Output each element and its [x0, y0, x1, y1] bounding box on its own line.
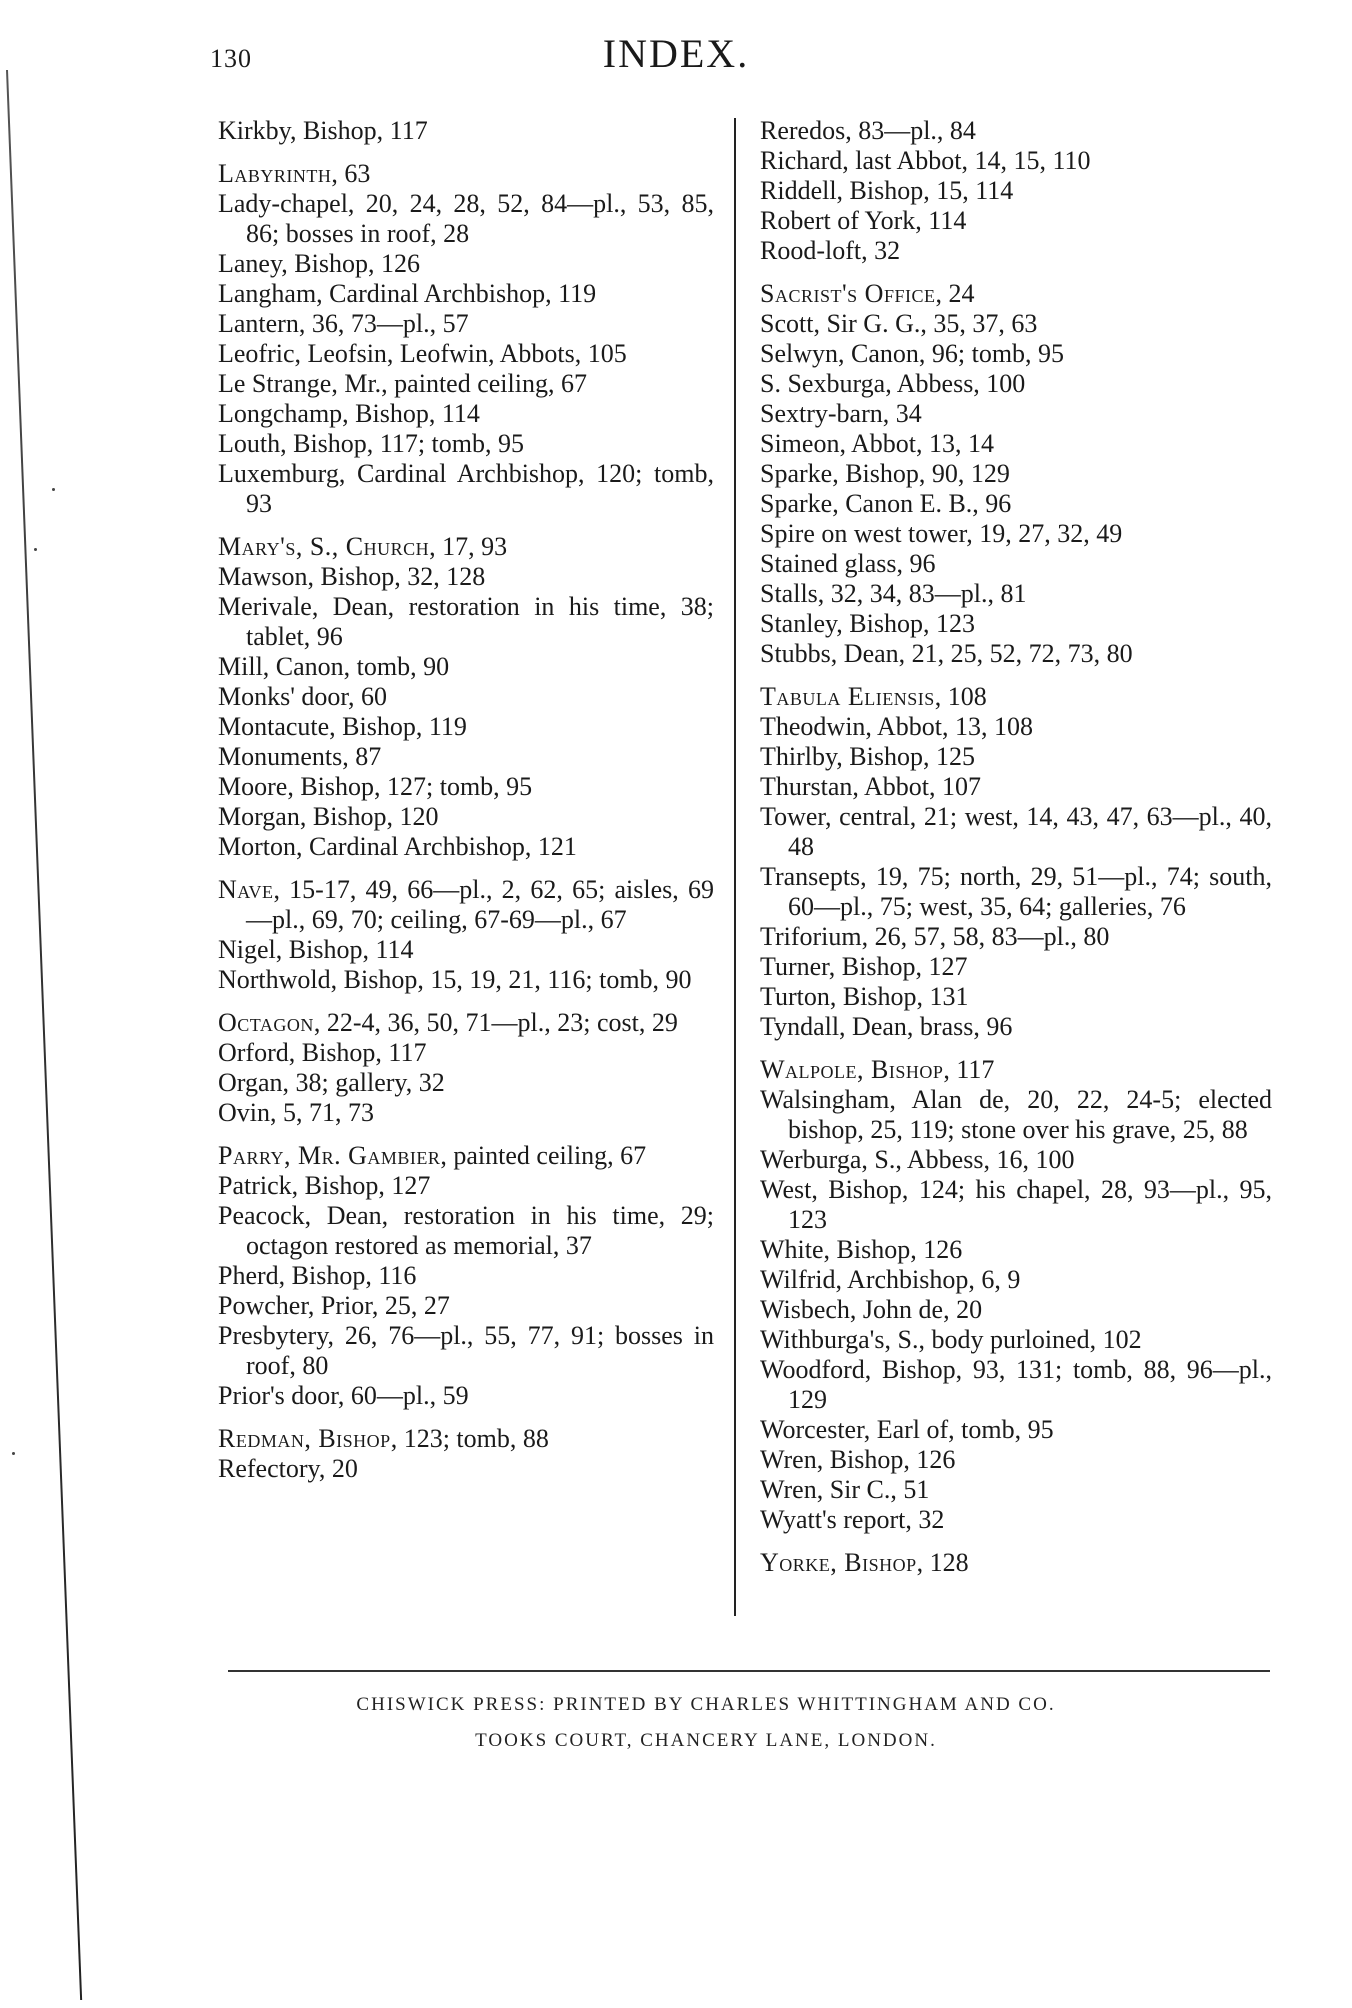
paper-speck — [34, 548, 37, 551]
index-entry-text: , 63 — [331, 159, 371, 188]
column-divider — [734, 118, 736, 1616]
index-entry — [218, 309, 714, 339]
index-entry-text: , 117 — [943, 1055, 995, 1084]
index-entry — [760, 1355, 1272, 1415]
index-entry-text: Monks' door, 60 — [218, 682, 388, 711]
index-entry — [218, 935, 714, 965]
index-entry — [218, 1291, 714, 1321]
paper-speck — [52, 488, 55, 491]
index-entry — [218, 1201, 714, 1261]
index-entry-text: , 22-4, 36, 50, 71—pl., 23; cost, 29 — [313, 1008, 678, 1037]
index-entry — [760, 279, 1272, 309]
index-entry-text: Thirlby, Bishop, 125 — [760, 742, 975, 771]
index-entry-lead: Walpole, Bishop — [760, 1055, 944, 1084]
printer-imprint-line-1: CHISWICK PRESS: PRINTED BY CHARLES WHITTINGHAM AND CO. — [356, 1694, 1056, 1715]
index-entry — [760, 802, 1272, 862]
index-entry — [760, 429, 1272, 459]
index-entry — [218, 369, 714, 399]
index-entry-text: Presbytery, 26, 76—pl., 55, 77, 91; bosses in roof, 80 — [218, 1321, 714, 1380]
index-entry — [760, 712, 1272, 742]
index-entry — [218, 1038, 714, 1068]
index-entry — [760, 1265, 1272, 1295]
index-entry-text: Powcher, Prior, 25, 27 — [218, 1291, 450, 1320]
paper-speck — [12, 1452, 15, 1455]
index-entry — [218, 832, 714, 862]
index-entry — [760, 1548, 1272, 1578]
index-entry-text: , 123; tomb, 88 — [390, 1424, 549, 1453]
index-entry-text: Patrick, Bishop, 127 — [218, 1171, 431, 1200]
index-entry-text: Sparke, Canon E. B., 96 — [760, 489, 1012, 518]
index-entry — [760, 489, 1272, 519]
index-entry-text: Wilfrid, Archbishop, 6, 9 — [760, 1265, 1021, 1294]
index-entry-text: White, Bishop, 126 — [760, 1235, 963, 1264]
index-entry-lead: Nave — [218, 875, 274, 904]
index-entry — [218, 1171, 714, 1201]
index-entry-text: Simeon, Abbot, 13, 14 — [760, 429, 995, 458]
index-entry-lead: Yorke, Bishop — [760, 1548, 917, 1577]
index-entry — [760, 952, 1272, 982]
index-entry — [218, 772, 714, 802]
index-entry-lead: Tabula Eliensis — [760, 682, 935, 711]
index-entry-text: Wren, Sir C., 51 — [760, 1475, 930, 1504]
index-entry-text: Le Strange, Mr., painted ceiling, 67 — [218, 369, 587, 398]
index-entry — [218, 339, 714, 369]
page-number: 130 — [210, 44, 252, 73]
index-entry-text: , 15-17, 49, 66—pl., 2, 62, 65; aisles, 69—pl., 69, 70; ceiling, 67-69—pl., 67 — [246, 875, 714, 934]
index-entry-text: Kirkby, Bishop, 117 — [218, 116, 428, 145]
index-entry-text: Thurstan, Abbot, 107 — [760, 772, 981, 801]
index-entry-lead: Redman, Bishop — [218, 1424, 391, 1453]
index-entry — [760, 339, 1272, 369]
index-entry-text: Wyatt's report, 32 — [760, 1505, 945, 1534]
index-entry — [760, 1055, 1272, 1085]
index-entry-text: Leofric, Leofsin, Leofwin, Abbots, 105 — [218, 339, 627, 368]
index-entry-text: Lantern, 36, 73—pl., 57 — [218, 309, 469, 338]
index-entry — [760, 982, 1272, 1012]
index-entry — [218, 1261, 714, 1291]
index-entry — [218, 1008, 714, 1038]
index-entry — [760, 1415, 1272, 1445]
index-entry — [218, 652, 714, 682]
index-entry-text: Turner, Bishop, 127 — [760, 952, 968, 981]
index-entry-text: Riddell, Bishop, 15, 114 — [760, 176, 1014, 205]
index-entry-text: Woodford, Bishop, 93, 131; tomb, 88, 96—pl., 129 — [760, 1355, 1272, 1414]
index-entry-text: Stained glass, 96 — [760, 549, 936, 578]
footer-rule — [228, 1670, 1270, 1672]
index-entry-text: Prior's door, 60—pl., 59 — [218, 1381, 469, 1410]
printer-imprint-line-2: TOOKS COURT, CHANCERY LANE, LONDON. — [475, 1730, 937, 1751]
index-entry-text: Refectory, 20 — [218, 1454, 358, 1483]
index-entry — [760, 116, 1272, 146]
index-entry — [218, 592, 714, 652]
index-entry — [218, 1424, 714, 1454]
index-entry — [218, 1321, 714, 1381]
index-entry-text: Lady-chapel, 20, 24, 28, 52, 84—pl., 53, 85, 86; bosses in roof, 28 — [218, 189, 714, 248]
index-entry — [760, 1012, 1272, 1042]
index-entry-text: Merivale, Dean, restoration in his time, 38; tablet, 96 — [218, 592, 714, 651]
index-entry-text: Transepts, 19, 75; north, 29, 51—pl., 74; south, 60—pl., 75; west, 35, 64; galleries, 76 — [760, 862, 1272, 921]
index-entry — [218, 712, 714, 742]
index-entry-text: , 108 — [934, 682, 987, 711]
index-entry — [218, 802, 714, 832]
index-entry — [760, 519, 1272, 549]
index-entry-text: Triforium, 26, 57, 58, 83—pl., 80 — [760, 922, 1110, 951]
index-entry — [218, 279, 714, 309]
index-entry-text: Sparke, Bishop, 90, 129 — [760, 459, 1010, 488]
index-column-left — [218, 116, 714, 1484]
index-entry — [218, 965, 714, 995]
index-entry-text: Luxemburg, Cardinal Archbishop, 120; tomb, 93 — [218, 459, 714, 518]
index-entry-text: West, Bishop, 124; his chapel, 28, 93—pl., 95, 123 — [760, 1175, 1272, 1234]
index-entry — [760, 1295, 1272, 1325]
index-entry-text: Reredos, 83—pl., 84 — [760, 116, 976, 145]
index-entry-text: Monuments, 87 — [218, 742, 382, 771]
index-entry — [218, 682, 714, 712]
index-entry-text: Theodwin, Abbot, 13, 108 — [760, 712, 1033, 741]
index-entry — [218, 1068, 714, 1098]
index-entry — [760, 206, 1272, 236]
index-entry-text: Scott, Sir G. G., 35, 37, 63 — [760, 309, 1038, 338]
index-entry-lead: Octagon — [218, 1008, 314, 1037]
index-entry — [218, 189, 714, 249]
index-entry-text: Stalls, 32, 34, 83—pl., 81 — [760, 579, 1027, 608]
index-entry-text: Spire on west tower, 19, 27, 32, 49 — [760, 519, 1123, 548]
index-entry-text: Morton, Cardinal Archbishop, 121 — [218, 832, 577, 861]
index-entry — [760, 1175, 1272, 1235]
index-entry — [218, 159, 714, 189]
index-entry — [218, 1454, 714, 1484]
index-entry-lead: Mary's, S., Church — [218, 532, 430, 561]
index-entry-text: Langham, Cardinal Archbishop, 119 — [218, 279, 597, 308]
index-entry-text: Sextry-barn, 34 — [760, 399, 922, 428]
index-entry-text: Pherd, Bishop, 116 — [218, 1261, 417, 1290]
index-entry — [760, 399, 1272, 429]
index-entry — [218, 399, 714, 429]
index-entry-text: Werburga, S., Abbess, 16, 100 — [760, 1145, 1075, 1174]
index-entry-lead: Sacrist's Office — [760, 279, 936, 308]
index-entry — [760, 176, 1272, 206]
index-entry — [218, 1098, 714, 1128]
index-entry — [760, 1325, 1272, 1355]
index-entry-text: , 17, 93 — [429, 532, 508, 561]
index-entry-text: Richard, last Abbot, 14, 15, 110 — [760, 146, 1091, 175]
index-entry — [760, 862, 1272, 922]
index-entry-text: Montacute, Bishop, 119 — [218, 712, 467, 741]
index-entry — [760, 682, 1272, 712]
index-entry — [760, 309, 1272, 339]
index-entry-text: S. Sexburga, Abbess, 100 — [760, 369, 1026, 398]
index-entry — [760, 369, 1272, 399]
index-entry-text: Louth, Bishop, 117; tomb, 95 — [218, 429, 524, 458]
index-entry — [760, 1475, 1272, 1505]
index-entry — [760, 922, 1272, 952]
index-entry — [218, 742, 714, 772]
index-entry — [760, 236, 1272, 266]
index-entry — [760, 1085, 1272, 1145]
index-entry-text: Stubbs, Dean, 21, 25, 52, 72, 73, 80 — [760, 639, 1133, 668]
index-entry — [218, 459, 714, 519]
index-entry — [760, 639, 1272, 669]
index-entry — [218, 249, 714, 279]
index-entry-text: Robert of York, 114 — [760, 206, 967, 235]
index-entry — [760, 609, 1272, 639]
index-entry — [760, 459, 1272, 489]
index-entry-text: Mawson, Bishop, 32, 128 — [218, 562, 486, 591]
index-column-right — [760, 116, 1272, 1578]
index-entry-text: Wren, Bishop, 126 — [760, 1445, 956, 1474]
index-entry-text: Tower, central, 21; west, 14, 43, 47, 63—pl., 40, 48 — [760, 802, 1272, 861]
index-entry-text: , 24 — [935, 279, 975, 308]
index-entry-text: Morgan, Bishop, 120 — [218, 802, 439, 831]
index-entry — [760, 579, 1272, 609]
index-entry-text: Turton, Bishop, 131 — [760, 982, 969, 1011]
index-entry-text: Ovin, 5, 71, 73 — [218, 1098, 374, 1127]
index-entry — [218, 562, 714, 592]
index-entry — [218, 1141, 714, 1171]
index-entry-text: Laney, Bishop, 126 — [218, 249, 420, 278]
index-entry — [760, 742, 1272, 772]
index-entry — [760, 1445, 1272, 1475]
index-entry — [218, 875, 714, 935]
index-entry-text: Peacock, Dean, restoration in his time, 29; octagon restored as memorial, 37 — [218, 1201, 714, 1260]
running-head: INDEX. — [602, 31, 750, 76]
index-entry-text: Organ, 38; gallery, 32 — [218, 1068, 445, 1097]
index-entry-text: , painted ceiling, 67 — [440, 1141, 647, 1170]
index-entry — [218, 532, 714, 562]
index-entry — [760, 1235, 1272, 1265]
index-entry — [760, 772, 1272, 802]
index-entry-text: Withburga's, S., body purloined, 102 — [760, 1325, 1142, 1354]
index-entry-text: Wisbech, John de, 20 — [760, 1295, 983, 1324]
index-entry — [760, 146, 1272, 176]
index-entry-text: Rood-loft, 32 — [760, 236, 901, 265]
index-entry-text: Orford, Bishop, 117 — [218, 1038, 427, 1067]
index-entry-lead: Parry, Mr. Gambier — [218, 1141, 441, 1170]
index-entry — [760, 549, 1272, 579]
index-entry-text: Stanley, Bishop, 123 — [760, 609, 975, 638]
index-entry-text: , 128 — [916, 1548, 969, 1577]
index-entry-text: Tyndall, Dean, brass, 96 — [760, 1012, 1013, 1041]
index-entry — [760, 1145, 1272, 1175]
index-entry-text: Moore, Bishop, 127; tomb, 95 — [218, 772, 533, 801]
index-entry-text: Northwold, Bishop, 15, 19, 21, 116; tomb, 90 — [218, 965, 692, 994]
index-entry — [760, 1505, 1272, 1535]
index-entry-text: Selwyn, Canon, 96; tomb, 95 — [760, 339, 1065, 368]
index-entry-text: Worcester, Earl of, tomb, 95 — [760, 1415, 1054, 1444]
index-entry — [218, 429, 714, 459]
index-entry — [218, 116, 714, 146]
index-entry-lead: Labyrinth — [218, 159, 332, 188]
index-entry-text: Nigel, Bishop, 114 — [218, 935, 414, 964]
index-entry-text: Walsingham, Alan de, 20, 22, 24-5; elected bishop, 25, 119; stone over his grave, 25, 88 — [760, 1085, 1272, 1144]
index-entry — [218, 1381, 714, 1411]
index-entry-text: Mill, Canon, tomb, 90 — [218, 652, 450, 681]
index-entry-text: Longchamp, Bishop, 114 — [218, 399, 480, 428]
